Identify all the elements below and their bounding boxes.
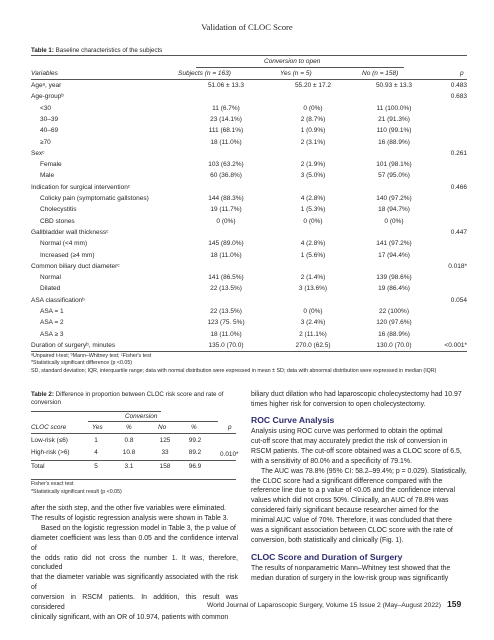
table1-conversion-rule [196,67,404,68]
table1-cell-subjects: 145 (89.0%) [208,240,244,248]
table1-cell-no: 120 (97.6%) [376,319,412,327]
table1-note-tests: ᵃUnpaired t-test; ᵇMann–Whitney test; ᶜFisher's test [31,353,152,359]
table1-cell-variable: ASA classificationᵇ [31,296,85,304]
table1-cell-no: 101 (98.1%) [376,161,412,169]
table1-cell-yes: 2 (1.9%) [300,161,326,169]
table1-header-variables: Variables [31,70,58,77]
table2-cell-no-pct: 89.2 [188,449,202,456]
table1-conversion-header: Conversion to open [264,58,321,65]
table1-cell-yes: 1 (5.6%) [300,251,326,259]
table1-cell-variable: Colicky pain (symptomatic gallstones) [40,195,149,202]
table1-cell-p: 0.483 [450,82,467,89]
table1-cell-subjects: 144 (88.3%) [208,195,244,202]
table1-cell-no: 22 (100%) [379,308,409,315]
table1-note-significance: *Statistically significant difference (p <0.05) [31,360,133,366]
table2-cell-yes-pct: 0.8 [124,437,134,444]
table1-cell-no: 17 (94.4%) [378,251,410,259]
table1-cell-p: 0.447 [450,228,467,236]
table2-header-yes: Yes [92,424,103,431]
table1-cell-subjects: 19 (11.7%) [210,206,242,214]
table1-caption-text: Baseline characteristics of the subjects [53,47,163,54]
table2-caption-label: Table 2: [31,391,54,398]
table2-cell-label: Total [31,463,45,470]
table1-cell-p: <0.001* [444,341,467,349]
table1-cell-variable: Normal [40,274,61,282]
table1-cell-variable: Increased (≥4 mm) [40,251,95,259]
table1-cell-variable: ASA = 2 [40,319,64,327]
page-number: 159 [447,599,462,609]
text-line: the odds ratio did not cross the number 1. It was, therefore, concluded [31,554,238,572]
table1-cell-yes: 3 (2.4%) [300,319,326,327]
text-line: was a significant association between CLOC score with the rate of [251,527,453,535]
text-line: conversion, both statistically and clinically (Fig. 1). [251,536,404,544]
table1-cell-variable: Indication for surgical interventionᶜ [31,183,131,191]
table1-caption [31,47,162,54]
table2-cell-yes-pct: 10.8 [122,449,136,456]
text-line: the CLOC score had a significant difference compared with the [251,477,443,485]
table1-cell-no: 16 (88.9%) [378,138,410,146]
text-line: The AUC was 78.8% (95% CI: 58.2–99.4%; p = 0.029). Statistically, [261,467,467,475]
table1-cell-yes: 0 (0%) [303,217,323,225]
table1-cell-p: 0.683 [450,93,467,101]
table1-cell-variable: CBD stones [40,217,75,225]
table1-cell-yes: 0 (0%) [303,104,323,112]
table1-cell-yes: 4 (2.8%) [300,195,326,202]
text-line: Based on the logistic regression model in Table 3, the p value of [41,524,236,532]
journal-footer: World Journal of Laparoscopic Surgery, Volume 15 Issue 2 (May–August 2022) [207,602,441,609]
text-line: diameter coefficient was less than 0.05 and the confidence interval of [31,534,238,552]
table2-cell-yes-pct: 3.1 [124,463,134,470]
table1-cell-subjects: 18 (11.0%) [210,138,242,146]
text-line: minimal AUC value of 70%. Therefore, it was concluded that there [251,517,452,525]
table1-cell-no: 21 (91.3%) [378,115,410,123]
text-line: with a sensitivity of 80.0% and a specificity of 79.1%. [251,457,412,465]
table1-cell-variable: Age-groupᵇ [31,93,64,101]
table2-cell-yes: 1 [94,437,98,444]
table1-bottom-rule [31,351,467,352]
table1-cell-variable: 30–39 [40,115,59,123]
table2-caption-text: Difference in proportion between CLOC risk score and rate of conversion [31,391,224,406]
table2-caption [31,391,237,407]
table1-cell-no: 140 (97.2%) [376,195,412,202]
table2-bottom-rule [31,479,236,480]
table1-cell-subjects: 111 (68.1%) [208,127,244,135]
table1-cell-no: 0 (0%) [384,217,404,225]
text-line: median duration of surgery in the low-risk group was significantly [251,574,449,582]
table2-cell-label: High-risk (>6) [31,449,70,456]
table1-cell-yes: 2 (8.7%) [300,115,326,123]
table1-cell-p: 0.466 [450,183,467,191]
table1-cell-subjects: 51.06 ± 13.3 [207,82,245,89]
table1-header-no: No (n = 158) [362,70,399,77]
duration-heading: CLOC Score and Duration of Surgery [251,552,403,562]
table1-cell-subjects: 22 (13.5%) [210,285,242,293]
table1-top-rule [31,55,467,56]
table1-cell-subjects: 0 (0%) [216,217,236,225]
text-line: clinically significant, with an OR of 10.974, patients with common [31,613,229,621]
table1-cell-yes: 4 (2.8%) [300,240,326,248]
table1-cell-variable: Sexᶜ [31,149,45,157]
table2-cell-yes: 5 [94,463,98,470]
table1-cell-variable: Dilated [40,285,61,293]
table2-header-score: CLOC score [31,424,67,431]
table1-cell-variable: Common biliary duct diameterᶜ [31,262,120,270]
text-line: times higher risk for conversion to open cholecystectomy. [251,400,426,408]
table2-cell-no: 158 [159,463,171,470]
table2-header-rule [31,433,236,434]
text-line: The results of logistic regression analysis were shown in Table 3. [31,514,229,522]
table1-cell-variable: Male [40,172,55,180]
table1-cell-yes: 3 (5.0%) [300,172,326,180]
text-line: RSCM patients. The cut-off score obtained was a CLOC score of 6.5, [251,447,462,455]
table1-cell-no: 141 (97.2%) [376,240,412,248]
text-line: values which did not cross 50%. Clinically, an AUC of 78.8% was [251,497,449,505]
table1-cell-variable: ASA ≥ 3 [40,330,64,338]
table1-cell-no: 57 (95.0%) [378,172,410,180]
text-line: The results of nonparametric Mann–Whitney test showed that the [251,565,451,572]
table1-cell-variable: Duration of surgeryᵇ, minutes [31,341,116,349]
text-line: considered fairly significant because researcher aimed for the [251,507,439,515]
duration-text [251,564,467,584]
table2-conversion-header: Conversion [125,413,158,420]
table2-header-yes-pct: % [126,424,132,431]
table2-header-p: p [228,424,232,431]
table1-cell-subjects: 141 (86.5%) [208,274,244,282]
table1-cell-yes: 0 (0%) [303,308,323,315]
text-line: cut-off score that may accurately predict the risk of conversion in [251,437,448,445]
table1-cell-p: 0.261 [450,149,467,157]
table1-caption-label: Table 1: [31,47,54,54]
table1-cell-yes: 1 (0.9%) [300,127,326,135]
table1-cell-variable: Normal (<4 mm) [40,240,88,248]
text-line: reference line due to a p value of <0.05 and the confidence interval [251,487,455,495]
table1-cell-variable: <30 [40,104,52,112]
table1-cell-yes: 270.0 (62.5) [295,341,331,349]
table1-header-p: p [460,70,464,77]
table1-cell-no: 130.0 (70.0) [376,341,412,349]
table1-note-abbreviations: SD, standard deviation; IQR, interquartile range; data with normal distribution were expressed in mean ± SD; data with abnormal distribution were expressed in median (IQR) [31,368,437,374]
roc-heading: ROC Curve Analysis [251,415,335,425]
table1-cell-no: 19 (86.4%) [378,285,410,293]
table1-cell-subjects: 135.0 (70.0) [208,341,244,349]
text-line: Analysis using ROC curve was performed to obtain the optimal [251,428,443,435]
table1-cell-variable: Female [40,161,62,169]
table2-cell-no-pct: 99.2 [188,437,202,444]
table1-cell-yes: 2 (3.1%) [300,138,326,146]
table1-cell-p: 0.018* [448,262,467,270]
table1-cell-variable: ASA = 1 [40,308,64,315]
table1-cell-subjects: 23 (14.1%) [210,115,242,123]
text-line: after the sixth step, and the other five variables were eliminated. [31,505,226,512]
text-line: that the diameter variable was significantly associated with the risk of [31,574,238,592]
table1-cell-no: 11 (100.0%) [376,104,412,112]
table1-cell-subjects: 60 (36.8%) [210,172,242,180]
table2-conversion-rule [88,421,218,422]
table1-cell-yes: 1 (5.3%) [300,206,326,214]
text-line: conversion in RSCM patients. In addition, this result was considered [31,594,238,612]
table1-cell-no: 50.93 ± 13.3 [375,82,413,89]
table1-cell-subjects: 123 (75. 5%) [207,319,245,327]
table2-top-rule [31,411,161,412]
table1-header-subjects: Subjects (n = 163) [178,70,231,77]
table1-cell-yes: 55.20 ± 17.2 [294,82,332,89]
table1-cell-no: 110 (99.1%) [376,127,412,135]
table2-cell-no: 33 [161,449,169,456]
table2-cell-no-pct: 96.9 [188,463,202,470]
table1-cell-subjects: 103 (63.2%) [208,161,244,169]
table1-cell-yes: 2 (11.1%) [299,330,327,338]
table1-cell-subjects: 18 (11.0%) [210,251,242,259]
table2-header-no: No [158,424,167,431]
table1-cell-variable: Gallbladder wall thicknessᶜ [31,228,109,236]
table2-note-significance: *Statistically significant result (p <0.05) [31,489,122,495]
table1-cell-variable: 40–69 [40,127,59,135]
table1-cell-subjects: 11 (6.7%) [212,104,240,112]
table1-cell-variable: ≥70 [40,138,51,146]
table1-cell-subjects: 22 (13.5%) [210,308,242,315]
table1-cell-yes: 2 (1.4%) [300,274,326,282]
table1-cell-yes: 3 (13.6%) [298,285,328,293]
table1-header-yes: Yes (n = 5) [280,70,312,77]
table1-cell-no: 16 (88.9%) [378,330,410,338]
table2-total-rule [31,460,236,461]
table2-cell-yes: 4 [94,449,98,456]
text-line: biliary duct dilation who had laparoscopic cholecystectomy had 10.97 [251,391,462,398]
roc-text [251,427,467,546]
table2-header-no-pct: % [191,424,197,431]
table1-cell-variable: Ageᵃ, year [31,82,62,89]
table2-cell-label: Low-risk (≤6) [31,437,68,444]
table1-header-rule [31,79,467,80]
table1-cell-no: 139 (98.6%) [376,274,412,282]
table2-note-test: Fisher's exact test [31,481,74,487]
table1-cell-subjects: 18 (11.0%) [210,330,242,338]
running-header: Validation of CLOC Score [201,22,293,32]
table1-cell-no: 18 (94.7%) [378,206,410,214]
table2-cell-no: 125 [159,437,171,444]
right-column-intro [251,390,467,410]
table2-p-value: 0.010* [220,451,239,458]
table1-cell-variable: Cholecystitis [40,206,77,214]
table1-cell-p: 0.054 [450,296,467,304]
